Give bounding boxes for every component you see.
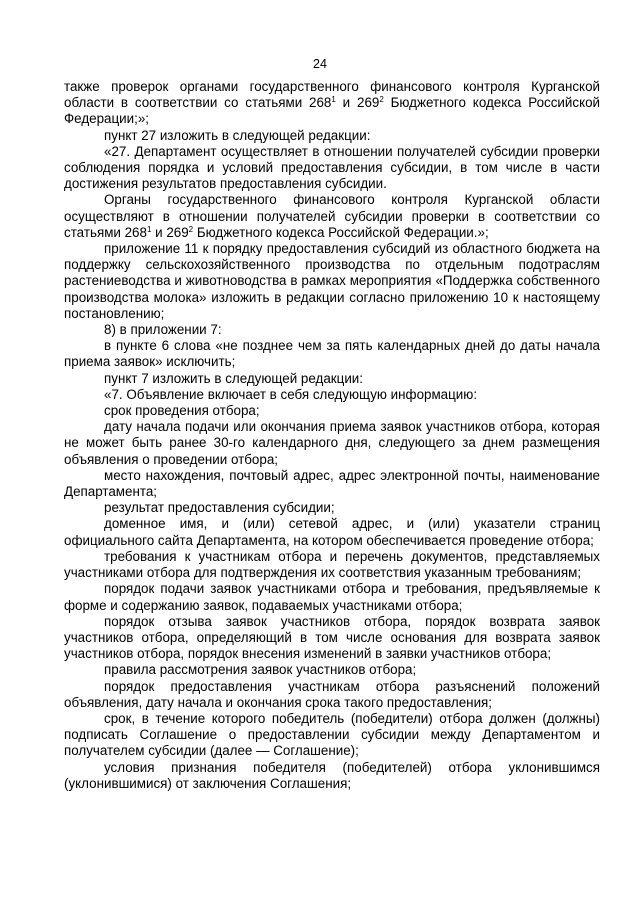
paragraph bbox=[64, 468, 600, 500]
paragraph-text: Бюджетного кодекса Российской Федерации.»; bbox=[193, 224, 489, 240]
paragraph-text: порядок предоставления участникам отбора разъяснений положений объявления, дату начала и окончания срока такого предоставления; bbox=[64, 678, 600, 710]
paragraph bbox=[64, 144, 600, 193]
paragraph-text: срок, в течение которого победитель (победители) отбора должен (должны) подписать Соглашение о предоставлении субсидии между Департаментом и получателем субсидии (далее — Соглашение); bbox=[64, 710, 600, 759]
paragraph-text: Бюджетного кодекса Российской Федерации;»; bbox=[64, 95, 600, 127]
paragraph bbox=[64, 760, 600, 792]
paragraph bbox=[64, 338, 600, 370]
document-body bbox=[64, 79, 600, 792]
paragraph bbox=[64, 516, 600, 548]
paragraph-text: и 269 bbox=[151, 224, 189, 240]
paragraph bbox=[64, 614, 600, 663]
paragraph bbox=[64, 371, 600, 387]
paragraph-text: «7. Объявление включает в себя следующую информацию: bbox=[104, 386, 478, 402]
paragraph-text: результат предоставления субсидии; bbox=[104, 500, 335, 516]
paragraph-text: и 269 bbox=[335, 95, 380, 111]
paragraph bbox=[64, 403, 600, 419]
paragraph bbox=[64, 128, 600, 144]
paragraph-text: требования к участникам отбора и перечень документов, представляемых участниками отбора для подтверждения их соответствия указанным требованиям; bbox=[64, 548, 600, 581]
paragraph-text: порядок отзыва заявок участников отбора, порядок возврата заявок участников отбора, определяющий в том числе основания для возврата заявок участников отбора, порядок внесения изменений в заявки участников отбора; bbox=[64, 613, 600, 662]
paragraph bbox=[64, 581, 600, 613]
paragraph-text: также проверок органами государственного финансового контроля Курганской области в соответствии со статьями 268 bbox=[64, 79, 600, 111]
paragraph-text: пункт 7 изложить в следующей редакции: bbox=[104, 370, 363, 386]
paragraph-text: дату начала подачи или окончания приема заявок участников отбора, которая не может быть ранее 30-го календарного дня, следующего за днем размещения объявления о проведении отбора; bbox=[64, 419, 600, 467]
paragraph-text: приложение 11 к порядку предоставления субсидий из областного бюджета на поддержку сельскохозяйственного производства по отдельным подотраслям растениеводства и животноводства в рамках мероприятия «Поддержка собственного производства молока» изложить в редакции согласно приложению 10 к настоящему постановлению; bbox=[64, 241, 600, 321]
superscript: 1 bbox=[331, 95, 336, 105]
page-number: 24 bbox=[313, 57, 327, 71]
paragraph-text: 8) в приложении 7: bbox=[104, 322, 222, 338]
paragraph-text: пункт 27 изложить в следующей редакции: bbox=[104, 127, 371, 143]
paragraph bbox=[64, 679, 600, 711]
paragraph-text: срок проведения отбора; bbox=[104, 403, 260, 419]
paragraph bbox=[64, 241, 600, 322]
paragraph bbox=[64, 549, 600, 581]
paragraph-text: «27. Департамент осуществляет в отношении получателей субсидии проверки соблюдения порядка и условий предоставления субсидии, в том числе в части достижения результатов предоставления субсидии. bbox=[64, 143, 600, 192]
superscript: 2 bbox=[188, 224, 194, 234]
paragraph-text: Органы государственного финансового контроля Курганской области осуществляют в отношении получателей субсидии проверки в соответствии со статьями 268 bbox=[64, 192, 600, 240]
paragraph-text: условия признания победителя (победителей) отбора уклонившимся (уклонившимися) от заключения Соглашения; bbox=[64, 759, 600, 791]
paragraph bbox=[64, 79, 600, 128]
paragraph bbox=[64, 419, 600, 468]
paragraph bbox=[64, 500, 600, 516]
paragraph bbox=[64, 322, 600, 338]
paragraph bbox=[64, 387, 600, 403]
paragraph bbox=[64, 192, 600, 241]
paragraph-text: правила рассмотрения заявок участников отбора; bbox=[104, 662, 417, 678]
paragraph-text: место нахождения, почтовый адрес, адрес электронной почты, наименование Департамента; bbox=[64, 467, 600, 500]
superscript: 2 bbox=[379, 95, 384, 105]
superscript: 1 bbox=[146, 224, 152, 234]
paragraph-text: порядок подачи заявок участниками отбора и требования, предъявляемые к форме и содержанию заявок, подаваемых участниками отбора; bbox=[64, 581, 600, 613]
paragraph-text: доменное имя, и (или) сетевой адрес, и (или) указатели страниц официального сайта Департамента, на котором обеспечивается проведение отбора; bbox=[64, 516, 600, 548]
paragraph bbox=[64, 662, 600, 678]
paragraph-text: в пункте 6 слова «не позднее чем за пять календарных дней до даты начала приема заявок» исключить; bbox=[64, 338, 600, 370]
paragraph bbox=[64, 711, 600, 760]
